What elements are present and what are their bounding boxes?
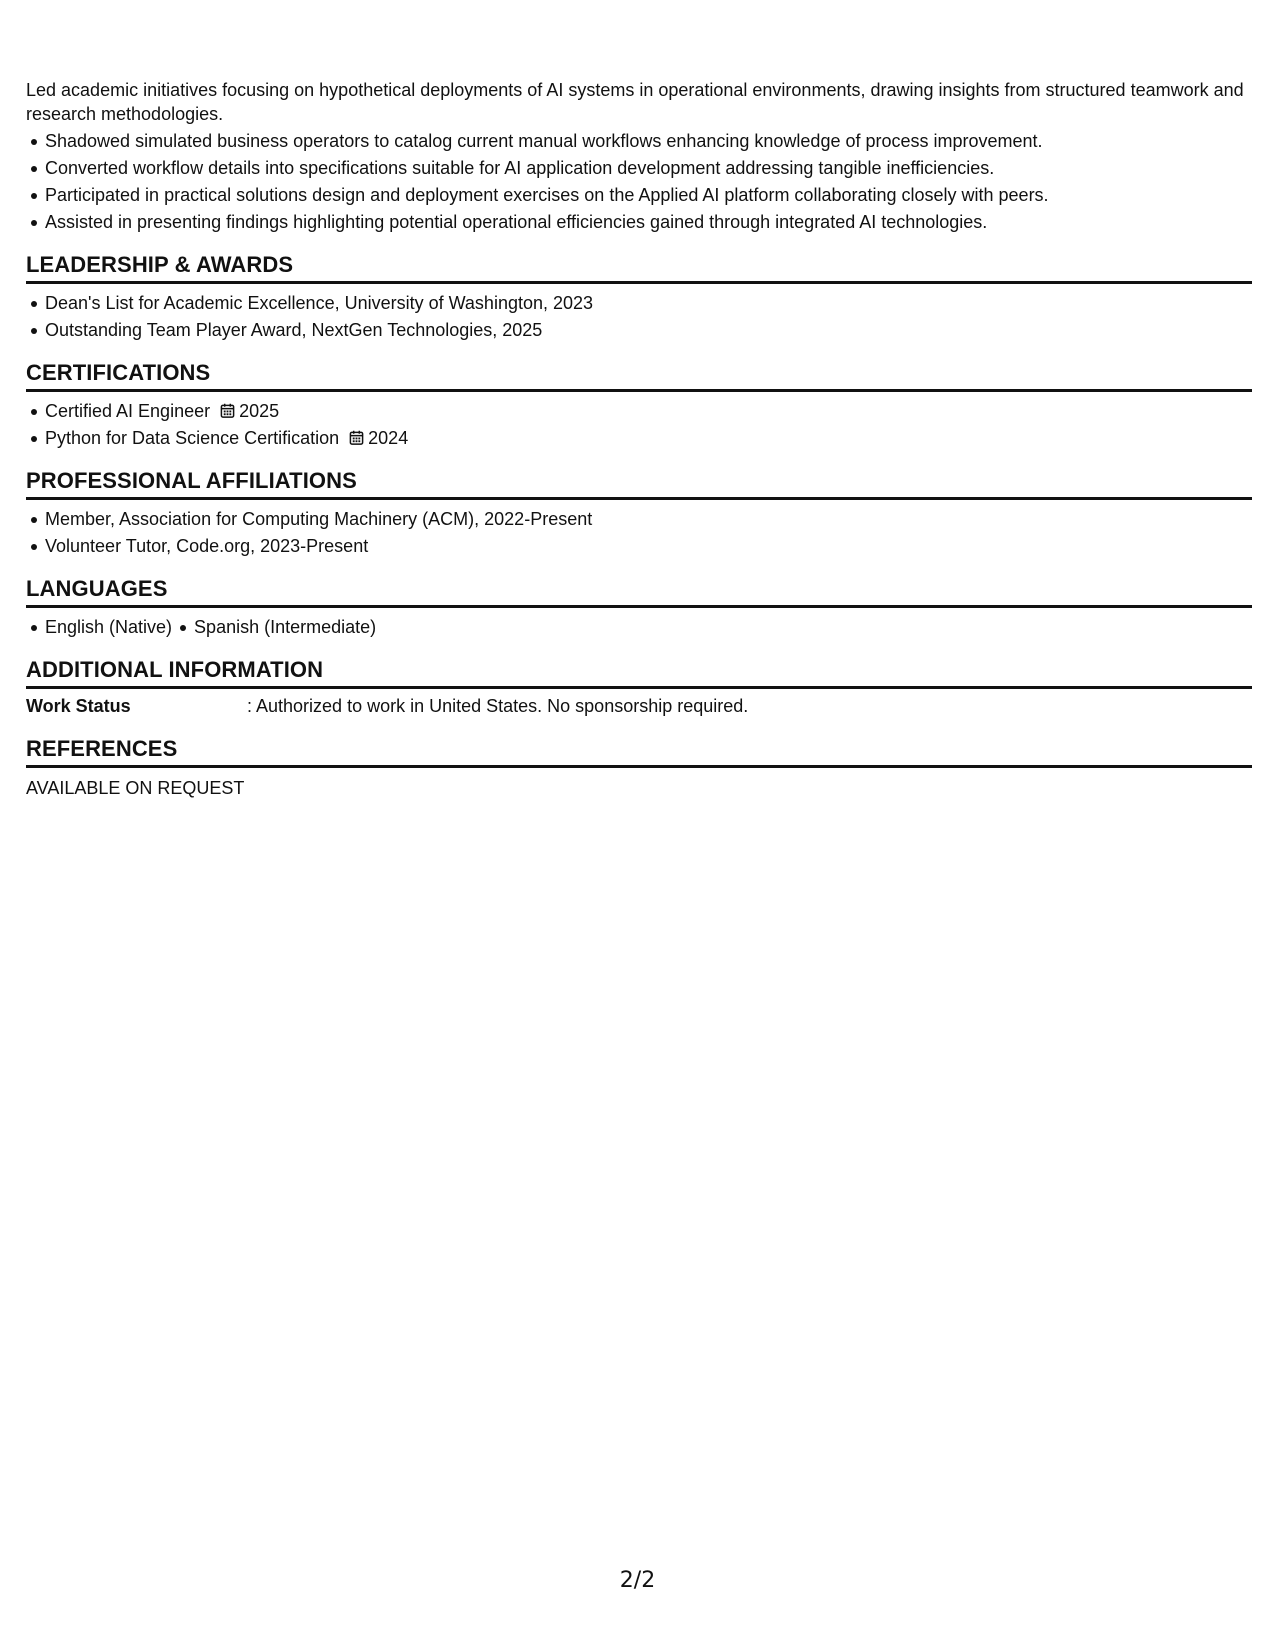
- list-item: Assisted in presenting findings highlighting potential operational efficiencies gained through integrated AI technologies.: [45, 209, 1252, 236]
- affiliations-list: [26, 506, 1252, 560]
- certification-year: 2024: [368, 428, 409, 448]
- resume-page: [26, 78, 1252, 802]
- work-status-label: Work Status: [26, 696, 131, 716]
- work-status-row: [26, 693, 1252, 720]
- references-text: AVAILABLE ON REQUEST: [26, 778, 245, 798]
- affiliations-section: [26, 468, 1252, 560]
- list-item: Shadowed simulated business operators to catalog current manual workflows enhancing knowledge of process improvement.: [45, 128, 1252, 155]
- references-section: [26, 736, 1252, 802]
- work-status-value: : Authorized to work in United States. No sponsorship required.: [247, 696, 749, 716]
- certifications-section: [26, 360, 1252, 452]
- list-item: Member, Association for Computing Machinery (ACM), 2022-Present: [45, 506, 1252, 533]
- experience-summary: Led academic initiatives focusing on hypothetical deployments of AI systems in operational environments, drawing insights from structured teamwork and research methodologies.: [26, 80, 1244, 124]
- list-item: English (Native): [45, 614, 172, 641]
- certification-year: 2025: [239, 401, 280, 421]
- list-item: [45, 425, 1252, 452]
- certifications-list: [26, 398, 1252, 452]
- calendar-icon: [220, 403, 235, 418]
- certification-name: Python for Data Science Certification: [45, 428, 340, 448]
- section-title-leadership: LEADERSHIP & AWARDS: [26, 252, 1252, 284]
- experience-bullets: [26, 128, 1252, 236]
- list-item: Spanish (Intermediate): [194, 614, 376, 641]
- leadership-section: [26, 252, 1252, 344]
- page-number: 2/2: [619, 1568, 656, 1593]
- section-title-affiliations: PROFESSIONAL AFFILIATIONS: [26, 468, 1252, 500]
- section-title-languages: LANGUAGES: [26, 576, 1252, 608]
- section-title-additional: ADDITIONAL INFORMATION: [26, 657, 1252, 689]
- list-item: Outstanding Team Player Award, NextGen Technologies, 2025: [45, 317, 1252, 344]
- list-item: Dean's List for Academic Excellence, University of Washington, 2023: [45, 290, 1252, 317]
- section-title-certifications: CERTIFICATIONS: [26, 360, 1252, 392]
- calendar-icon: [349, 430, 364, 445]
- list-item: Participated in practical solutions design and deployment exercises on the Applied AI platform collaborating closely with peers.: [45, 182, 1252, 209]
- additional-info-section: [26, 657, 1252, 720]
- list-item: [45, 398, 1252, 425]
- list-item: Volunteer Tutor, Code.org, 2023-Present: [45, 533, 1252, 560]
- languages-section: [26, 576, 1252, 641]
- certification-name: Certified AI Engineer: [45, 401, 211, 421]
- leadership-list: [26, 290, 1252, 344]
- languages-list: [26, 614, 1252, 641]
- section-title-references: REFERENCES: [26, 736, 1252, 768]
- list-item: Converted workflow details into specifications suitable for AI application development addressing tangible inefficiencies.: [45, 155, 1252, 182]
